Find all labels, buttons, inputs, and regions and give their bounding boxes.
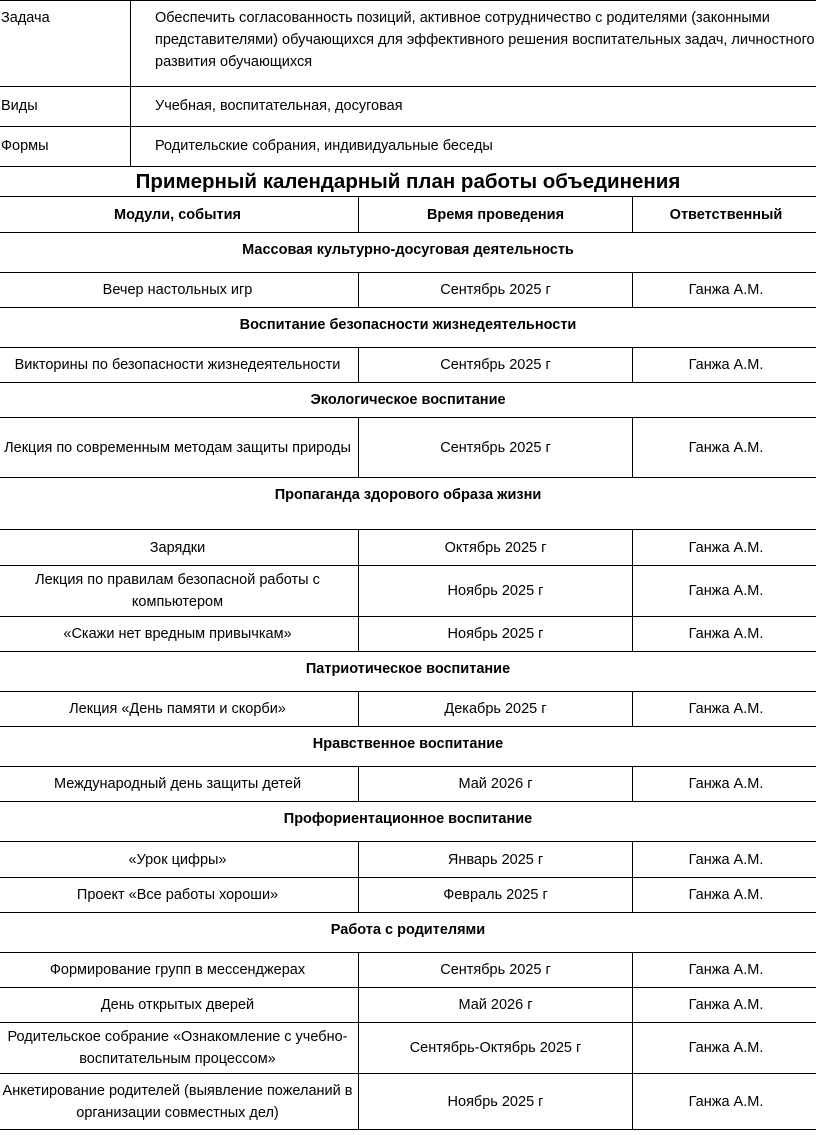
cell-time: Ноябрь 2025 г [359,617,633,652]
event-row [0,273,816,308]
cell-event: Проект «Все работы хороши» [0,878,359,913]
event-row [0,953,816,988]
cell-responsible: Ганжа А.М. [633,566,816,617]
info-value: Родительские собрания, индивидуальные беседы [131,127,816,167]
info-row-task [0,1,816,87]
cell-responsible: Ганжа А.М. [633,1023,816,1074]
cell-event: Родительское собрание «Ознакомление с учебно- воспитательным процессом» [0,1023,359,1074]
cell-time: Сентябрь-Октябрь 2025 г [359,1023,633,1074]
cell-event: «Урок цифры» [0,842,359,878]
cell-time: Сентябрь 2025 г [359,273,633,308]
header-event: Модули, события [0,197,359,233]
cell-time: Май 2026 г [359,988,633,1023]
event-row [0,617,816,652]
plan-header-row [0,197,816,233]
cell-responsible: Ганжа А.М. [633,767,816,802]
cell-responsible: Ганжа А.М. [633,953,816,988]
section-title: Работа с родителями [0,913,816,953]
cell-event: Викторины по безопасности жизнедеятельности [0,348,359,383]
event-row [0,566,816,617]
plan-title: Примерный календарный план работы объединения [135,170,681,193]
header-time: Время проведения [359,197,633,233]
cell-time: Октябрь 2025 г [359,530,633,566]
section-row [0,233,816,273]
cell-event: Лекция «День памяти и скорби» [0,692,359,727]
cell-event: «Скажи нет вредным привычкам» [0,617,359,652]
cell-responsible: Ганжа А.М. [633,617,816,652]
info-label: Задача [0,1,131,87]
event-row [0,988,816,1023]
cell-responsible: Ганжа А.М. [633,530,816,566]
header-responsible: Ответственный [633,197,816,233]
cell-responsible: Ганжа А.М. [633,878,816,913]
cell-event: Формирование групп в мессенджерах [0,953,359,988]
section-row [0,652,816,692]
cell-event: Анкетирование родителей (выявление пожеланий в организации совместных дел) [0,1074,359,1130]
event-row [0,530,816,566]
info-table [0,0,816,167]
cell-event: Лекция по современным методам защиты природы [0,418,359,478]
info-label: Формы [0,127,131,167]
cell-time: Май 2026 г [359,767,633,802]
section-title: Массовая культурно-досуговая деятельность [0,233,816,273]
info-value: Обеспечить согласованность позиций, активное сотрудничество с родителями (законными представителями) обучающихся для эффективного решения воспитательных задач, личностного развития обучающихся [131,1,816,87]
section-row [0,383,816,418]
cell-responsible: Ганжа А.М. [633,273,816,308]
section-title: Профориентационное воспитание [0,802,816,842]
section-title: Нравственное воспитание [0,727,816,767]
event-row [0,418,816,478]
event-row [0,1074,816,1130]
plan-table [0,196,816,1130]
section-row [0,478,816,530]
section-title: Патриотическое воспитание [0,652,816,692]
section-title: Пропаганда здорового образа жизни [0,478,816,530]
info-value: Учебная, воспитательная, досуговая [131,87,816,127]
section-row [0,913,816,953]
cell-time: Январь 2025 г [359,842,633,878]
event-row [0,1023,816,1074]
event-row [0,348,816,383]
info-label: Виды [0,87,131,127]
info-row-types [0,87,816,127]
cell-responsible: Ганжа А.М. [633,418,816,478]
cell-event: Лекция по правилам безопасной работы с компьютером [0,566,359,617]
section-row [0,802,816,842]
cell-time: Февраль 2025 г [359,878,633,913]
cell-event: Зарядки [0,530,359,566]
cell-time: Ноябрь 2025 г [359,1074,633,1130]
cell-responsible: Ганжа А.М. [633,348,816,383]
section-title: Воспитание безопасности жизнедеятельности [0,308,816,348]
cell-time: Сентябрь 2025 г [359,418,633,478]
cell-responsible: Ганжа А.М. [633,842,816,878]
info-row-forms [0,127,816,167]
event-row [0,878,816,913]
event-row [0,767,816,802]
cell-event: День открытых дверей [0,988,359,1023]
cell-time: Декабрь 2025 г [359,692,633,727]
cell-time: Сентябрь 2025 г [359,953,633,988]
cell-event: Международный день защиты детей [0,767,359,802]
cell-time: Сентябрь 2025 г [359,348,633,383]
cell-responsible: Ганжа А.М. [633,1074,816,1130]
section-row [0,727,816,767]
cell-responsible: Ганжа А.М. [633,988,816,1023]
cell-time: Ноябрь 2025 г [359,566,633,617]
event-row [0,692,816,727]
section-title: Экологическое воспитание [0,383,816,418]
section-row [0,308,816,348]
cell-event: Вечер настольных игр [0,273,359,308]
cell-responsible: Ганжа А.М. [633,692,816,727]
event-row [0,842,816,878]
